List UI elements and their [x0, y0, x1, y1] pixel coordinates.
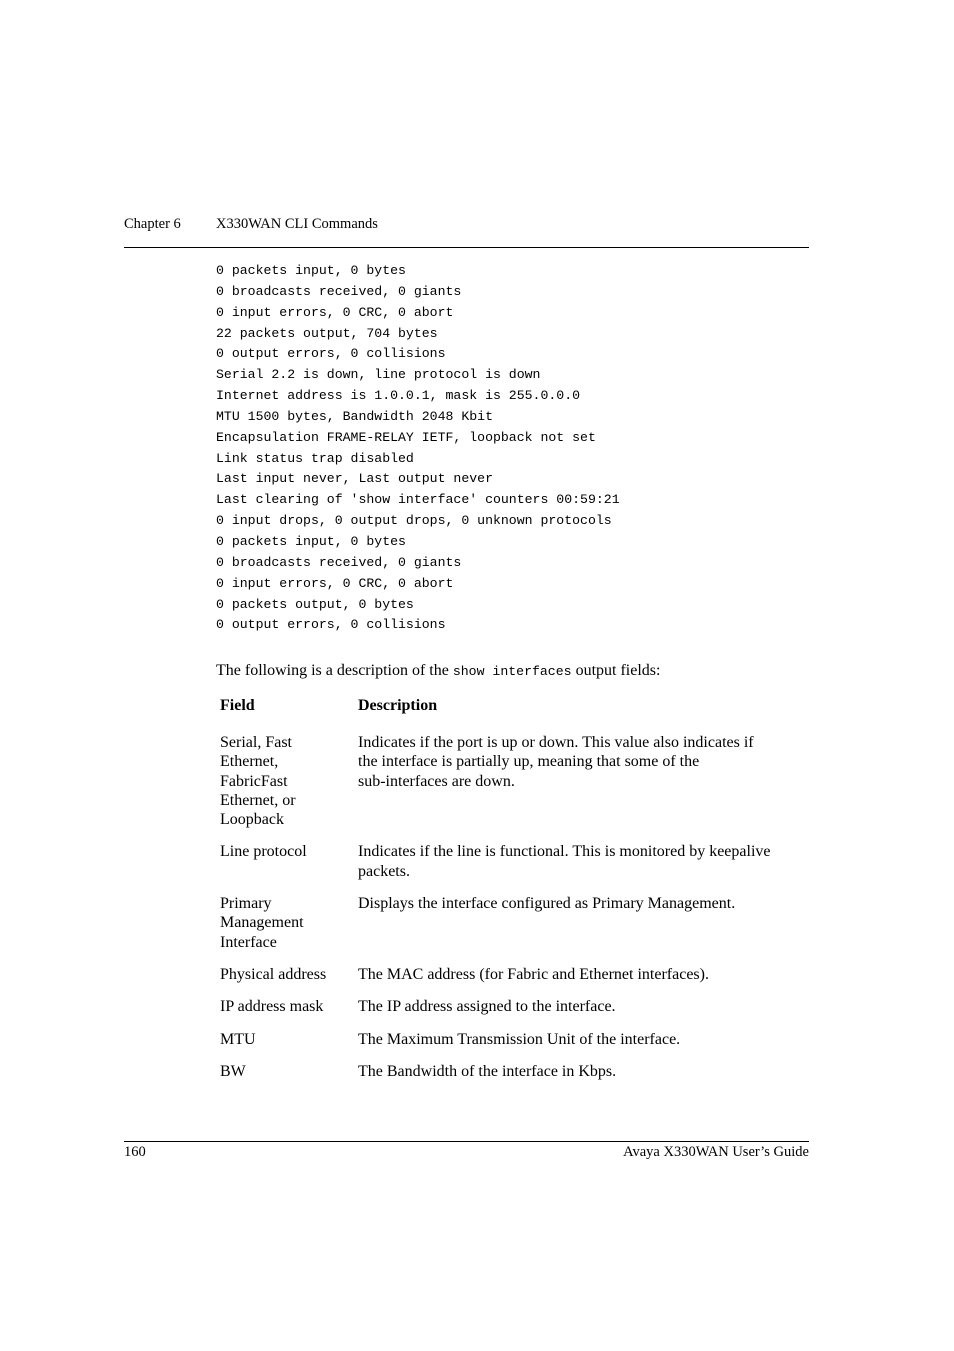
- code-line: Serial 2.2 is down, line protocol is down: [216, 367, 541, 383]
- header-rule: [124, 247, 809, 248]
- field-cell: [220, 1062, 358, 1081]
- description-cell: [358, 733, 815, 829]
- description-line: Indicates if the line is functional. This is monitored by keepalive: [358, 843, 771, 861]
- code-line: 0 broadcasts received, 0 giants: [216, 283, 462, 299]
- field-line: Interface: [220, 933, 277, 951]
- fields-table: [220, 696, 815, 1094]
- chapter-label: Chapter 6: [124, 216, 181, 232]
- code-line: Encapsulation FRAME-RELAY IETF, loopback not set: [216, 429, 596, 445]
- description-line: Indicates if the port is up or down. This value also indicates if: [358, 734, 754, 751]
- description-line: sub-interfaces are down.: [358, 772, 515, 790]
- description-cell: [358, 965, 815, 984]
- description-cell: [358, 842, 815, 881]
- field-line: Physical address: [220, 965, 327, 983]
- description-line: The IP address assigned to the interface.: [358, 998, 616, 1016]
- field-line: BW: [220, 1062, 246, 1080]
- description-line: The MAC address (for Fabric and Ethernet interfaces).: [358, 965, 709, 983]
- field-line: MTU: [220, 1030, 256, 1048]
- code-line: Last clearing of 'show interface' counters 00:59:21: [216, 492, 620, 508]
- field-line: FabricFast: [220, 772, 288, 790]
- field-line: Primary: [220, 895, 272, 913]
- code-line: 0 packets input, 0 bytes: [216, 263, 406, 278]
- field-line: IP address mask: [220, 998, 324, 1016]
- field-line: Management: [220, 914, 304, 932]
- field-line: Ethernet, or: [220, 791, 296, 809]
- code-line: 0 output errors, 0 collisions: [216, 346, 446, 362]
- book-title: Avaya X330WAN User’s Guide: [623, 1144, 809, 1160]
- code-line: 0 input errors, 0 CRC, 0 abort: [216, 304, 454, 320]
- field-line: Line protocol: [220, 843, 307, 861]
- field-line: Serial, Fast: [220, 734, 292, 751]
- code-line: 0 input drops, 0 output drops, 0 unknown protocols: [216, 513, 612, 529]
- table-row: [220, 1030, 815, 1049]
- intro-text-after: output fields:: [571, 662, 661, 679]
- table-row: [220, 894, 815, 952]
- description-line: packets.: [358, 862, 410, 880]
- chapter-title: X330WAN CLI Commands: [216, 216, 378, 232]
- description-line: the interface is partially up, meaning that some of the: [358, 753, 700, 771]
- description-cell: [358, 1030, 815, 1049]
- intro-paragraph: [216, 661, 660, 682]
- table-row: [220, 1062, 815, 1081]
- command-name: show interfaces: [452, 664, 572, 679]
- field-column-header: Field: [220, 697, 255, 714]
- field-cell: [220, 733, 358, 829]
- description-line: Displays the interface configured as Primary Management.: [358, 895, 736, 913]
- description-line: The Bandwidth of the interface in Kbps.: [358, 1062, 617, 1080]
- code-line: 0 packets output, 0 bytes: [216, 596, 414, 612]
- field-cell: [220, 894, 358, 952]
- code-line: 0 broadcasts received, 0 giants: [216, 554, 462, 570]
- intro-text-before: The following is a description of the: [216, 662, 453, 679]
- field-cell: [220, 965, 358, 984]
- table-header: [220, 696, 815, 717]
- code-line: 22 packets output, 704 bytes: [216, 325, 438, 341]
- description-line: The Maximum Transmission Unit of the interface.: [358, 1030, 681, 1048]
- field-line: Loopback: [220, 811, 284, 829]
- field-cell: [220, 1030, 358, 1049]
- code-line: Link status trap disabled: [216, 450, 414, 466]
- code-line: MTU 1500 bytes, Bandwidth 2048 Kbit: [216, 408, 493, 424]
- code-line: 0 packets input, 0 bytes: [216, 533, 406, 549]
- table-row: [220, 997, 815, 1016]
- table-row: [220, 842, 815, 881]
- cli-output-block: [216, 261, 620, 636]
- table-row: [220, 733, 815, 829]
- description-cell: [358, 997, 815, 1016]
- description-cell: [358, 1062, 815, 1081]
- field-cell: [220, 997, 358, 1016]
- table-row: [220, 965, 815, 984]
- code-line: 0 output errors, 0 collisions: [216, 617, 446, 633]
- code-line: 0 input errors, 0 CRC, 0 abort: [216, 575, 454, 591]
- footer-rule: [124, 1141, 809, 1142]
- page-number: 160: [124, 1144, 146, 1160]
- code-line: Last input never, Last output never: [216, 471, 493, 487]
- table-body: [220, 733, 815, 1081]
- field-line: Ethernet,: [220, 753, 279, 771]
- description-column-header: Description: [358, 697, 438, 714]
- code-line: Internet address is 1.0.0.1, mask is 255.0.0.0: [216, 388, 581, 404]
- running-header: [124, 216, 809, 236]
- field-cell: [220, 842, 358, 881]
- description-cell: [358, 894, 815, 952]
